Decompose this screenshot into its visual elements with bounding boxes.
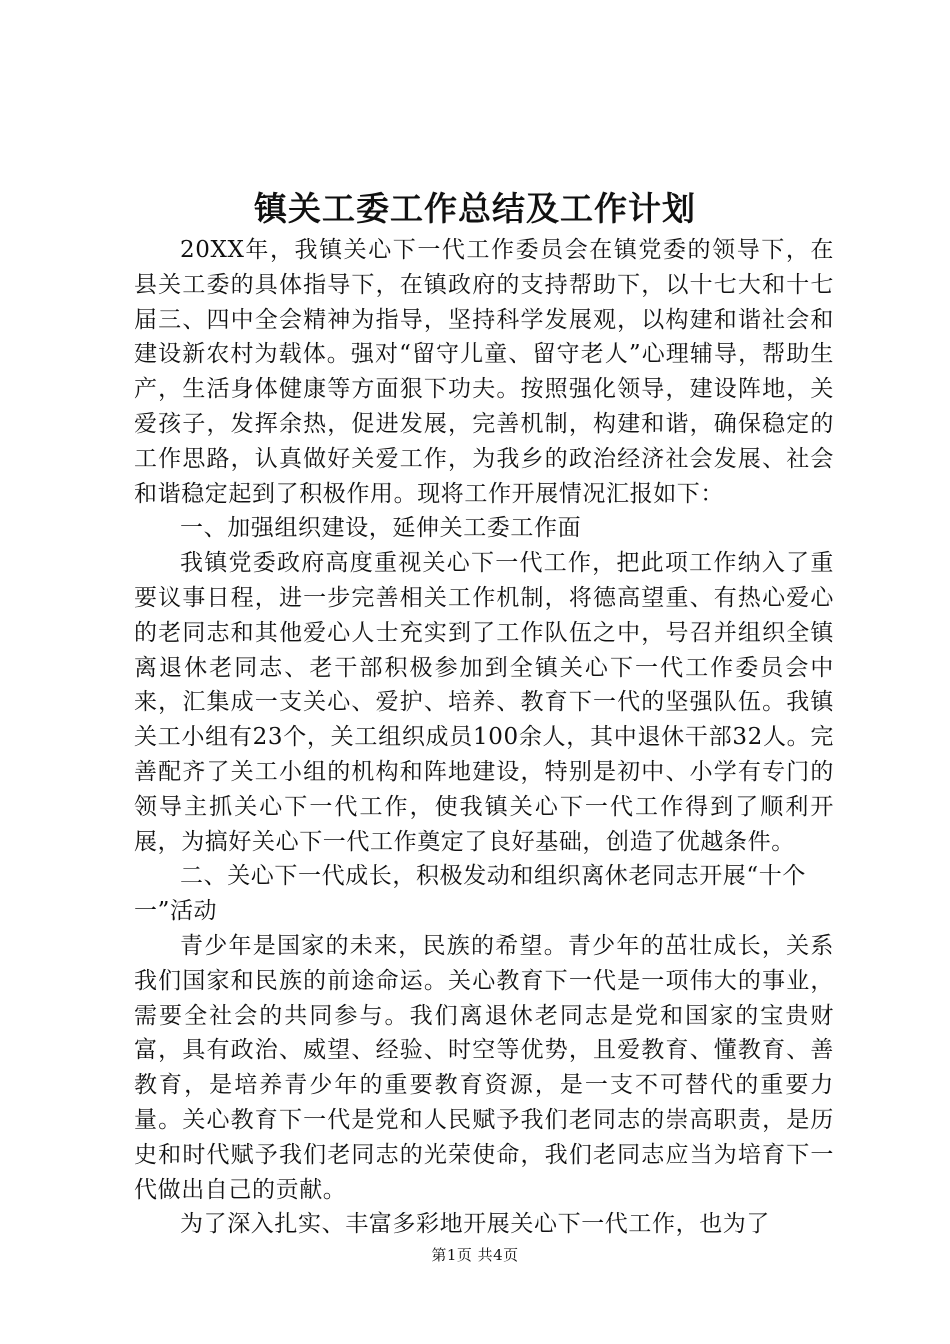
document-title: 镇关工委工作总结及工作计划 xyxy=(254,189,696,228)
section-heading-2: 二、关心下一代成长，积极发动和组织离休老同志开展“十个一”活动 xyxy=(134,863,806,925)
document-body xyxy=(134,233,834,1242)
paragraph-youth: 青少年是国家的未来，民族的希望。青少年的茁壮成长，关系我们国家和民族的前途命运。关心教育下一代是一项伟大的事业，需要全社会的共同参与。我们离退休老同志是党和国家的宝贵财富，具有政治、威望、经验、时空等优势，且爱教育、懂教育、善教育，是培养青少年的重要教育资源，是一支不可替代的重要力量。关心教育下一代是党和人民赋予我们老同志的崇高职责，是历史和时代赋予我们老同志的光荣使命，我们老同志应当为培育下一代做出自己的贡献。 xyxy=(134,932,834,1203)
paragraph-organization: 我镇党委政府高度重视关心下一代工作，把此项工作纳入了重要议事日程，进一步完善相关工作机制，将德高望重、有热心爱心的老同志和其他爱心人士充实到了工作队伍之中，号召并组织全镇离退休老同志、老干部积极参加到全镇关心下一代工作委员会中来，汇集成一支关心、爱护、培养、教育下一代的坚强队伍。我镇关工小组有23个，关工组织成员100余人，其中退休干部32人。完善配齐了关工小组的机构和阵地建设，特别是初中、小学有专门的领导主抓关心下一代工作，使我镇关心下一代工作得到了顺利开展，为搞好关心下一代工作奠定了良好基础，创造了优越条件。 xyxy=(134,550,834,855)
paragraph-continued: 为了深入扎实、丰富多彩地开展关心下一代工作，也为了 xyxy=(180,1211,770,1238)
page-footer: 第1页 共4页 xyxy=(431,1246,519,1264)
section-heading-1: 一、加强组织建设，延伸关工委工作面 xyxy=(180,515,582,542)
paragraph-intro: 20XX年，我镇关心下一代工作委员会在镇党委的领导下，在县关工委的具体指导下，在镇政府的支持帮助下，以十七大和十七届三、四中全会精神为指导，坚持科学发展观，以构建和谐社会和建设新农村为载体。强对“留守儿童、留守老人”心理辅导，帮助生产，生活身体健康等方面狠下功夫。按照强化领导，建设阵地，关爱孩子，发挥余热，促进发展，完善机制，构建和谐，确保稳定的工作思路，认真做好关爱工作，为我乡的政治经济社会发展、社会和谐稳定起到了积极作用。现将工作开展情况汇报如下： xyxy=(134,237,834,507)
